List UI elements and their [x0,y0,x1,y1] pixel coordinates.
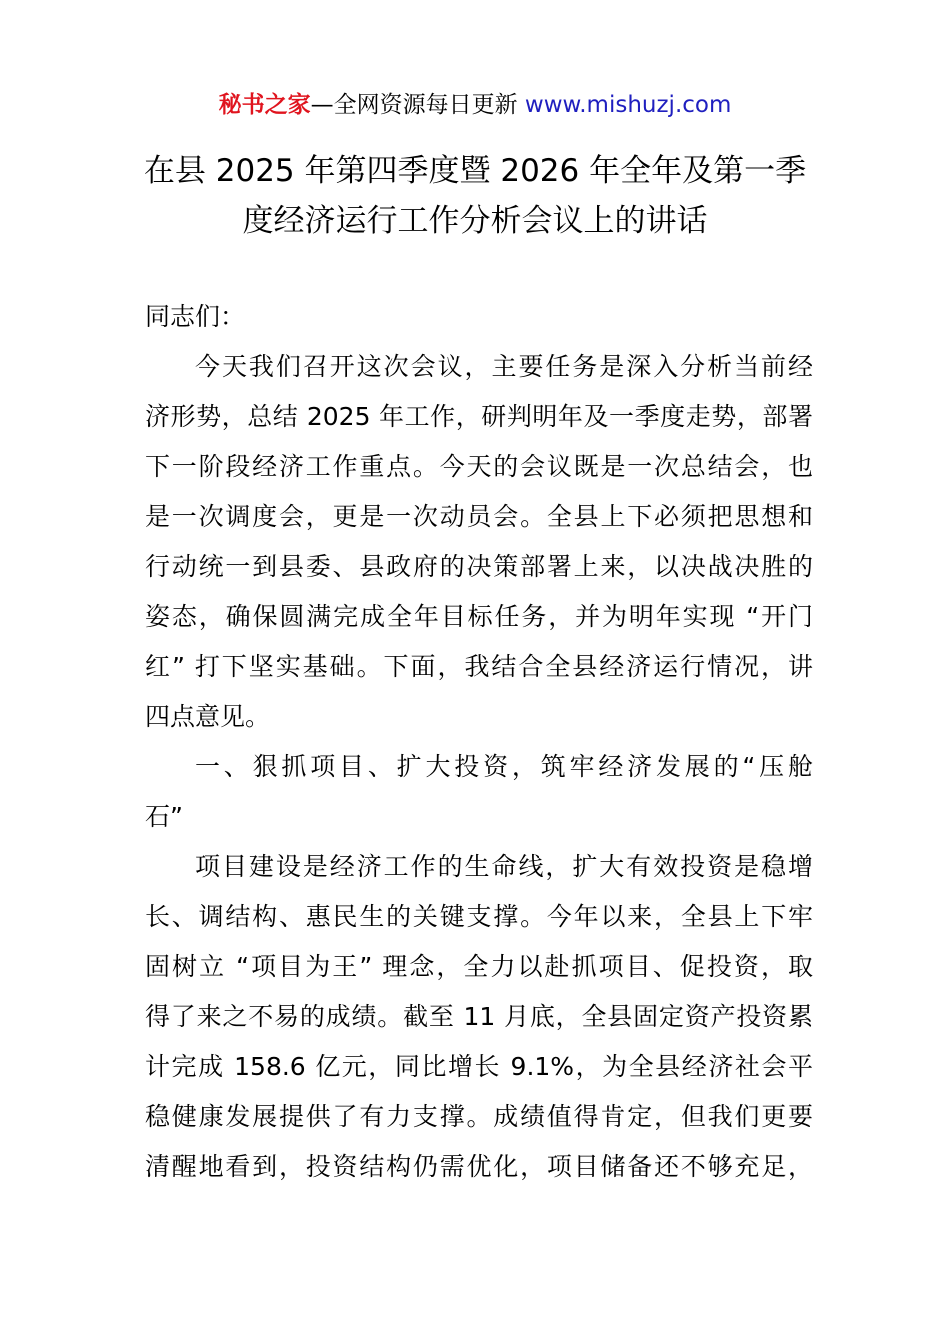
paragraph-line: 得了来之不易的成绩。截至 11 月底，全县固定资产投资累 [145,1002,813,1031]
salutation: 同志们： [145,302,246,331]
paragraph-line: 长、调结构、惠民生的关键支撑。今年以来，全县上下牢 [145,902,813,931]
section-heading: 一、狠抓项目、扩大投资，筑牢经济发展的“压舱 [195,752,813,781]
site-tagline: —全网资源每日更新 [310,92,525,118]
paragraph-line: 今天我们召开这次会议，主要任务是深入分析当前经 [195,352,813,381]
brand-name: 秘书之家 [218,92,311,118]
document-title [100,146,850,246]
paragraph-line: 红” 打下坚实基础。下面，我结合全县经济运行情况，讲 [145,652,813,681]
paragraph-line: 姿态，确保圆满完成全年目标任务，并为明年实现 “开门 [145,602,813,631]
paragraph-line: 是一次调度会，更是一次动员会。全县上下必须把思想和 [145,502,813,531]
site-url[interactable]: www.mishuzj.com [524,92,732,118]
paragraph-line: 四点意见。 [145,702,271,731]
paragraph-line: 行动统一到县委、县政府的决策部署上来，以决战决胜的 [145,552,813,581]
paragraph-line: 项目建设是经济工作的生命线，扩大有效投资是稳增 [195,852,813,881]
paragraph-line: 济形势，总结 2025 年工作，研判明年及一季度走势，部署 [145,402,813,431]
site-header [0,88,950,122]
paragraph-line: 下一阶段经济工作重点。今天的会议既是一次总结会，也 [145,452,813,481]
title-line-2: 度经济运行工作分析会议上的讲话 [242,203,708,239]
paragraph-line: 计完成 158.6 亿元，同比增长 9.1%，为全县经济社会平 [145,1052,813,1081]
paragraph-line: 固树立 “项目为王” 理念，全力以赴抓项目、促投资，取 [145,952,813,981]
section-heading: 石” [145,802,183,831]
paragraph-line: 稳健康发展提供了有力支撑。成绩值得肯定，但我们更要 [145,1102,813,1131]
paragraph-line: 清醒地看到，投资结构仍需优化，项目储备还不够充足， [145,1152,813,1181]
document-body [145,292,813,1192]
title-line-1: 在县 2025 年第四季度暨 2026 年全年及第一季 [143,153,807,189]
